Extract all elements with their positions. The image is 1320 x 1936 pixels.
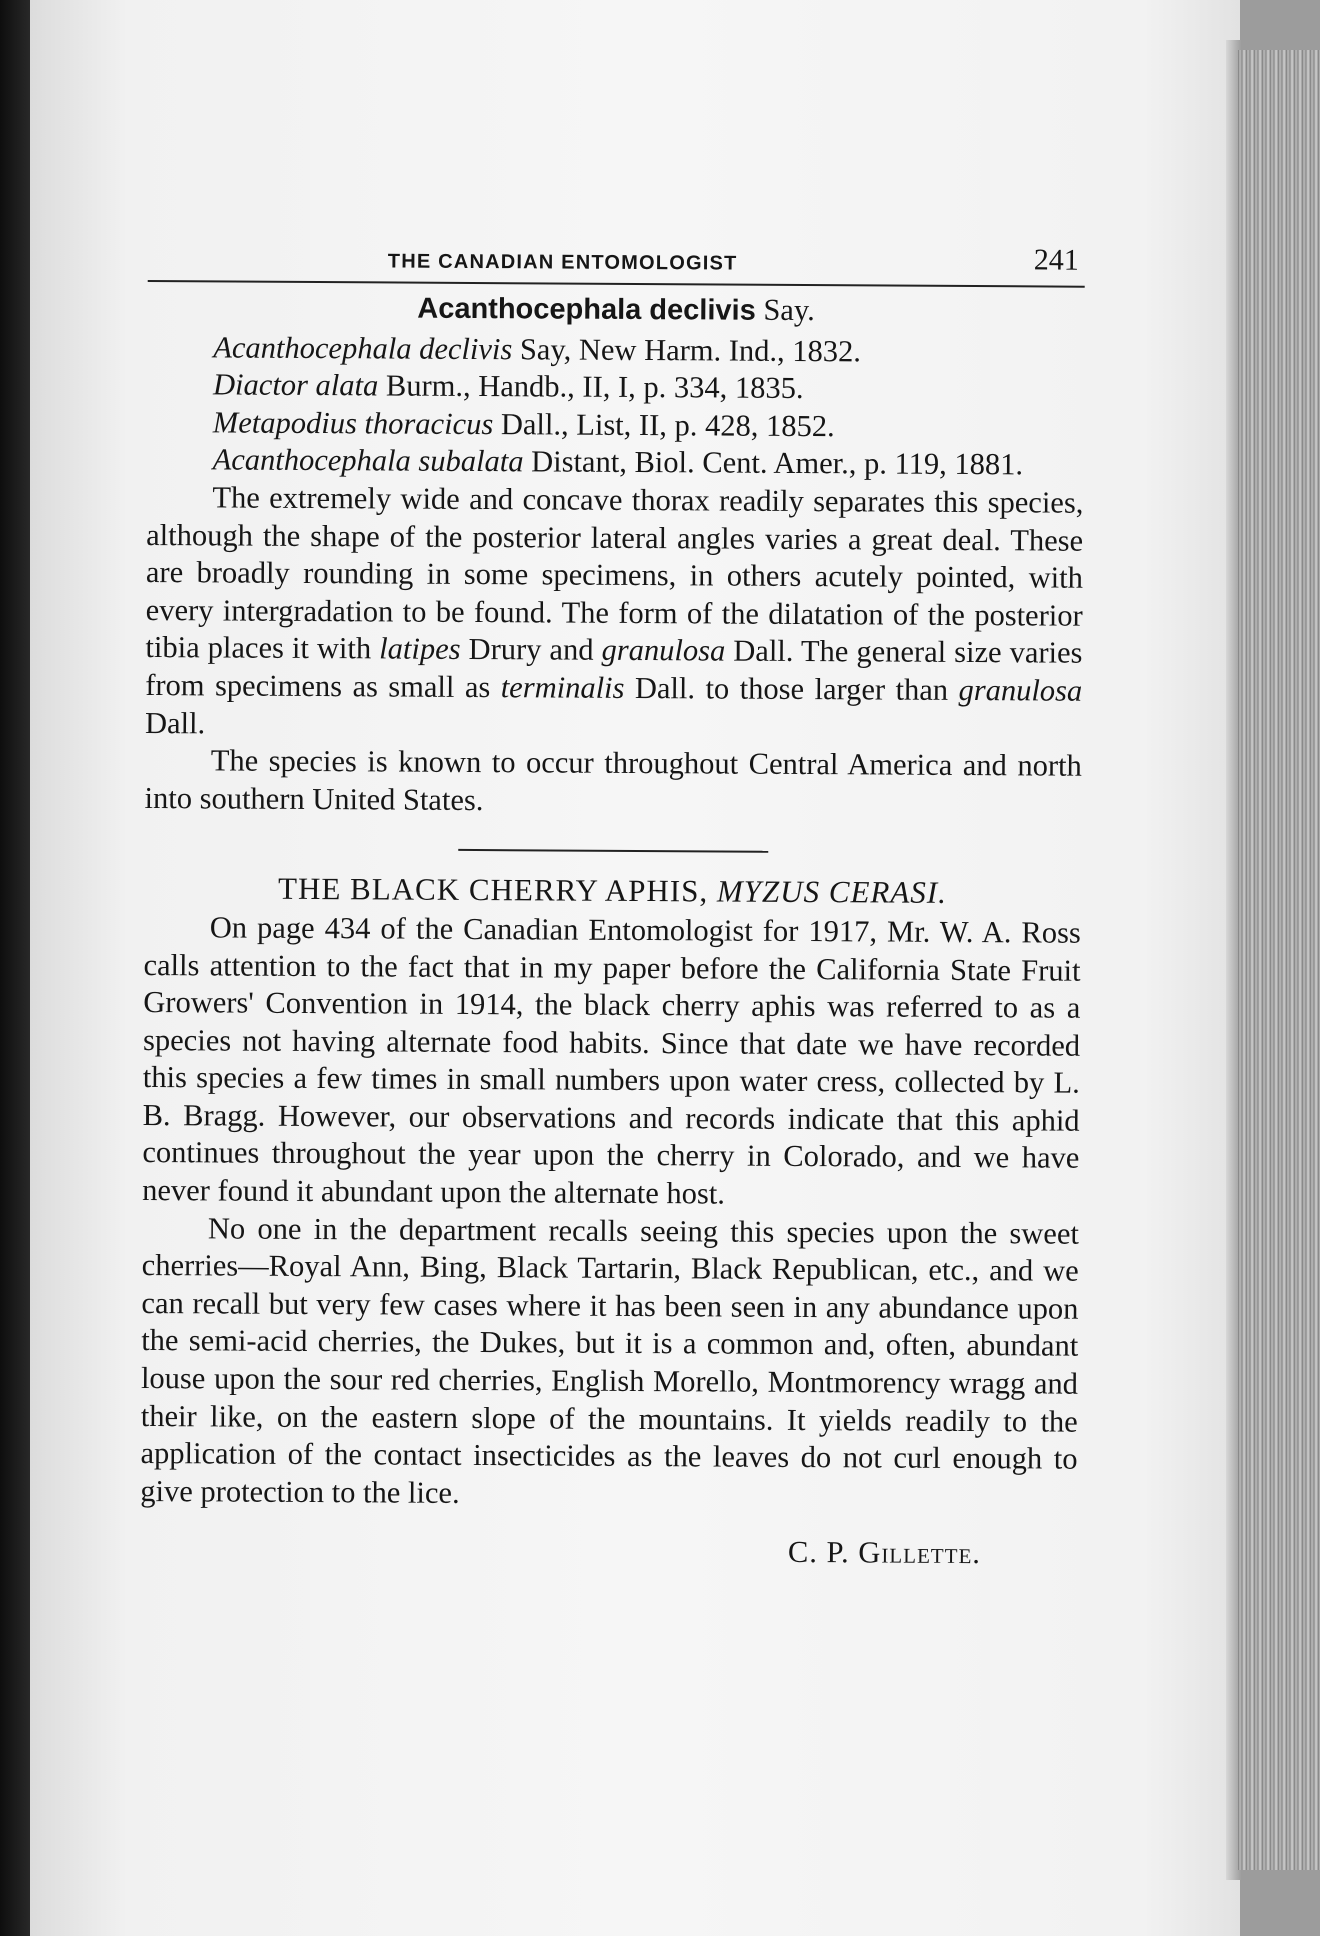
page-text-block bbox=[140, 236, 1085, 1574]
taxon-latipes: latipes bbox=[379, 631, 461, 667]
stacked-page-edges bbox=[1238, 50, 1320, 1870]
running-head: THE CANADIAN ENTOMOLOGIST bbox=[387, 250, 738, 275]
article-paragraph: No one in the department recalls seeing this species upon the sweet cherries—Royal Ann, Bing, Black Tartarin, Black Republican, etc., and we can recall but very few cases where it has been seen in any abundance upon the semi-acid cherries, the Dukes, but it is a common and, often, abundant louse upon the sour red cherries, English Morello, Montmorency wragg and their like, on the eastern slope of the mountains. It yields readily to the application of the contact insecticides as the leaves do not curl enough to give protection to the lice. bbox=[140, 1211, 1080, 1510]
synonym-entry bbox=[147, 404, 1084, 447]
synonym-name: Acanthocephala declivis bbox=[213, 329, 513, 366]
taxon-granulosa: granulosa bbox=[958, 672, 1083, 708]
synonym-entry bbox=[147, 329, 1084, 372]
article-paragraph: On page 434 of the Canadian Entomologist for 1917, Mr. W. A. Ross calls attention to the fact that in my paper before the California State Fruit Growers' Convention in 1914, the black cherry aphis was referred to as a species not having alternate food habits. Since that date we have recorded this species a few times in small numbers upon water cress, collected by L. B. Bragg. However, our observations and records indicate that this aphid continues throughout the year upon the cherry in Colorado, and we have never found it abundant upon the alternate host. bbox=[142, 910, 1081, 1211]
article-title: THE BLACK CHERRY APHIS, MYZUS CERASI. bbox=[277, 871, 948, 911]
species-distribution-paragraph: The species is known to occur throughout Central America and north into southern United States. bbox=[144, 743, 1082, 817]
synonym-name: Metapodius thoracicus bbox=[212, 405, 494, 441]
synonym-citation: Dall., List, II, p. 428, 1852. bbox=[500, 406, 835, 443]
taxon-granulosa: granulosa bbox=[601, 633, 726, 668]
synonym-name: Acanthocephala subalata bbox=[212, 442, 524, 479]
species-name: Acanthocephala declivis bbox=[417, 292, 756, 327]
synonym-entry bbox=[147, 441, 1084, 484]
page-number: 241 bbox=[1033, 243, 1079, 277]
section-divider bbox=[458, 849, 768, 853]
species-heading bbox=[147, 288, 1084, 332]
author-signature: C. P. Gillette. bbox=[787, 1535, 982, 1571]
synonym-citation: Say, New Harm. Ind., 1832. bbox=[519, 331, 862, 368]
synonym-citation: Distant, Biol. Cent. Amer., p. 119, 1881. bbox=[531, 444, 1024, 482]
synonym-name: Diactor alata bbox=[212, 367, 379, 403]
article-title-taxon: MYZUS CERASI. bbox=[716, 873, 948, 911]
taxon-terminalis: terminalis bbox=[500, 670, 625, 705]
page-header bbox=[148, 236, 1085, 286]
species-author: Say. bbox=[763, 292, 815, 328]
species-description-paragraph: The extremely wide and concave thorax readily separates this species, although the shape of the posterior lateral angles varies a great deal. These are broadly rounding in some specimens, in others acutely pointed, with every intergradation to be found. The form of the dilatation of the posterior tibia places it with latipes Drury and granulosa Dall. The general size varies from specimens as small as terminalis Dall. to those larger than granulosa Dall. bbox=[144, 480, 1084, 740]
synonym-citation: Burm., Handb., II, I, p. 334, 1835. bbox=[385, 368, 804, 406]
synonym-entry bbox=[147, 366, 1084, 409]
